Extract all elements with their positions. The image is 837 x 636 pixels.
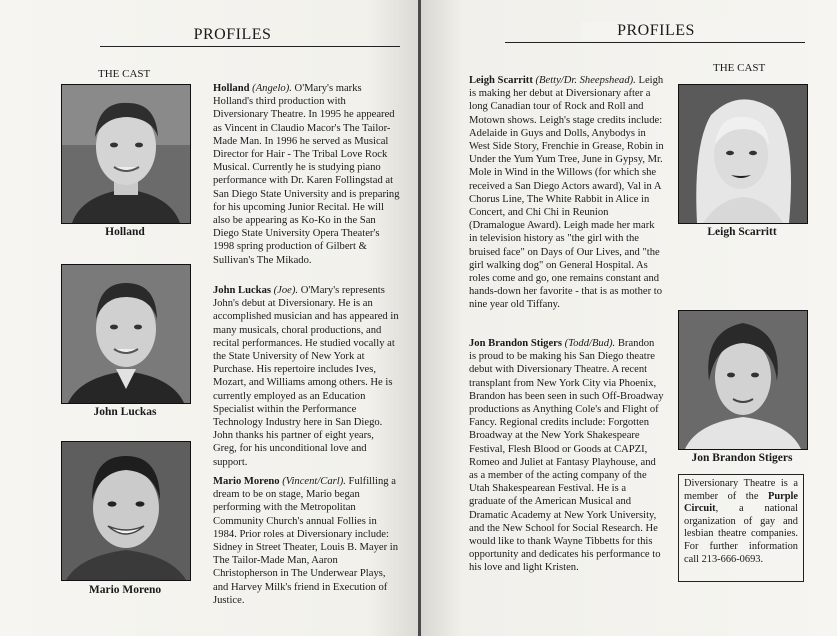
- headshot-john-luckas: [61, 264, 191, 404]
- left-page: [0, 0, 418, 636]
- bio-name: Jon Brandon Stigers: [469, 338, 563, 349]
- bio-role: (Betty/Dr. Sheepshead).: [535, 75, 636, 86]
- bio-text: O'Mary's represents John's debut at Diversionary. He is an accomplished musician and has appeared in many musicals, choral productions, and recital performances. He studied vocally at the State University of New York at Purchase. His repertoire includes Ives, Mozart, and Williams among others. He is currently employed as an Education Specialist within the Performance Technology Industry here in San Diego. John thanks his partner of eight years, Greg, for his unconditional love and support.: [213, 285, 399, 468]
- page-header: PROFILES: [581, 22, 731, 40]
- caption-jon-brandon-stigers: Jon Brandon Stigers: [691, 452, 793, 464]
- bio-text: Fulfilling a dream to be on stage, Mario began performing with the Metropolitan Community Church's annual Follies in 1984. Prior roles at Diversionary include: Sidney in Street Theater, Louis B. Mayer in The Tailor-Made Man, Aaron Christopherson in The Underwear Plays, and Harvey Milk's friend in Execution of Justice.: [213, 476, 399, 606]
- bio-leigh-scarritt: [469, 74, 664, 312]
- caption-mario-moreno: Mario Moreno: [88, 584, 162, 596]
- header-rule: [505, 42, 805, 43]
- bio-name: John Luckas: [213, 285, 271, 296]
- bio-text: Brandon is proud to be making his San Diego theatre debut with Diversionary Theatre. A recent transplant from New York City via Phoenix, Brandon has been seen in such Off-Broadway productions as Anything Cole's and Flight of Fancy. Regional credits include: Forgotten Broadway at the New York Shakespeare Festival, Flesh Blood or Goods at CAPZI, Romeo and Juliet at Fantasy Playhouse, and as a member of the acting company of the Utah Shakespearean Festival. He is a graduate of the American Musical and Dramatic Academy at New York University, and the New School for Social Research. He would like to thank Wayne Tibbetts for this opportunity and dedicates his performance to his love and light Kristen.: [469, 338, 664, 574]
- bio-role: (Vincent/Carl).: [282, 476, 346, 487]
- bio-jon-brandon-stigers: [469, 337, 664, 575]
- caption-leigh-scarritt: Leigh Scarritt: [707, 226, 777, 238]
- page-header: PROFILES: [193, 26, 272, 43]
- right-page: [421, 0, 837, 636]
- headshot-mario-moreno: [61, 441, 191, 581]
- headshot-leigh-scarritt: [678, 84, 808, 224]
- bio-name: Mario Moreno: [213, 476, 280, 487]
- headshot-image: [62, 85, 190, 223]
- headshot-image: [679, 85, 807, 223]
- bio-holland: [213, 82, 400, 267]
- headshot-image: [679, 311, 807, 449]
- bio-name: Leigh Scarritt: [469, 75, 533, 86]
- headshot-image: [62, 265, 190, 403]
- bio-role: (Angelo).: [252, 83, 292, 94]
- headshot-holland: [61, 84, 191, 224]
- note-bold: Purple Circuit: [684, 490, 798, 515]
- bio-text: Leigh is making her debut at Diversionary after a long Canadian tour of Rock and Roll and Motown shows. Leigh's stage credits include: Adelaide in Guys and Dolls, Anybodys in West Side Story, Frenchie in Grease, Robin in Under the Yum Yum Tree, June in Gypsy, Mr. Mole in Wind in the Willows (for which she received a San Diego Actors award), Val in A Chorus Line, The White Rabbit in Alice in Concert, and Chi Chi in Reunion (Dramalogue Award). Leigh made her mark in television history as "the girl with the bruised face" on Days of Our Lives, and "the girl walking dog" on General Hospital. As roles come and go, one remains constant and hands-down her favorite - that is as mother to nine year old Tiffany.: [469, 75, 664, 311]
- bio-text: O'Mary's marks Holland's third production with Diversionary Theatre. In 1995 he appeared as Vincent in Claudio Macor's The Tailor-Made Man. In 1996 he served as Musical Director for Hair - The Tribal Love Rock Musical. Currently he is studying piano performance with Dr. Karen Follingstad at San Diego State University and is preparing for his upcoming Junior Recital. He will also be appearing as Ko-Ko in the San Diego State University Opera Theater's 1998 spring production of Gilbert & Sullivan's The Mikado.: [213, 83, 400, 266]
- note-text: Diversionary Theatre is a member of the: [684, 478, 798, 502]
- caption-holland: Holland: [105, 226, 145, 238]
- bio-john-luckas: [213, 284, 400, 469]
- headshot-image: [62, 442, 190, 580]
- purple-circuit-note: [678, 474, 804, 582]
- cast-label: THE CAST: [98, 68, 151, 80]
- bio-role: (Todd/Bud).: [564, 338, 616, 349]
- bio-name: Holland: [213, 83, 250, 94]
- bio-role: (Joe).: [273, 285, 299, 296]
- note-text: , a national organization of gay and lesbian theatre companies. For further information call 213-666-0693.: [684, 503, 798, 565]
- headshot-jon-brandon-stigers: [678, 310, 808, 450]
- bio-mario-moreno: [213, 475, 400, 607]
- caption-john-luckas: John Luckas: [93, 406, 157, 418]
- header-rule: [100, 46, 400, 47]
- cast-label: THE CAST: [713, 62, 766, 74]
